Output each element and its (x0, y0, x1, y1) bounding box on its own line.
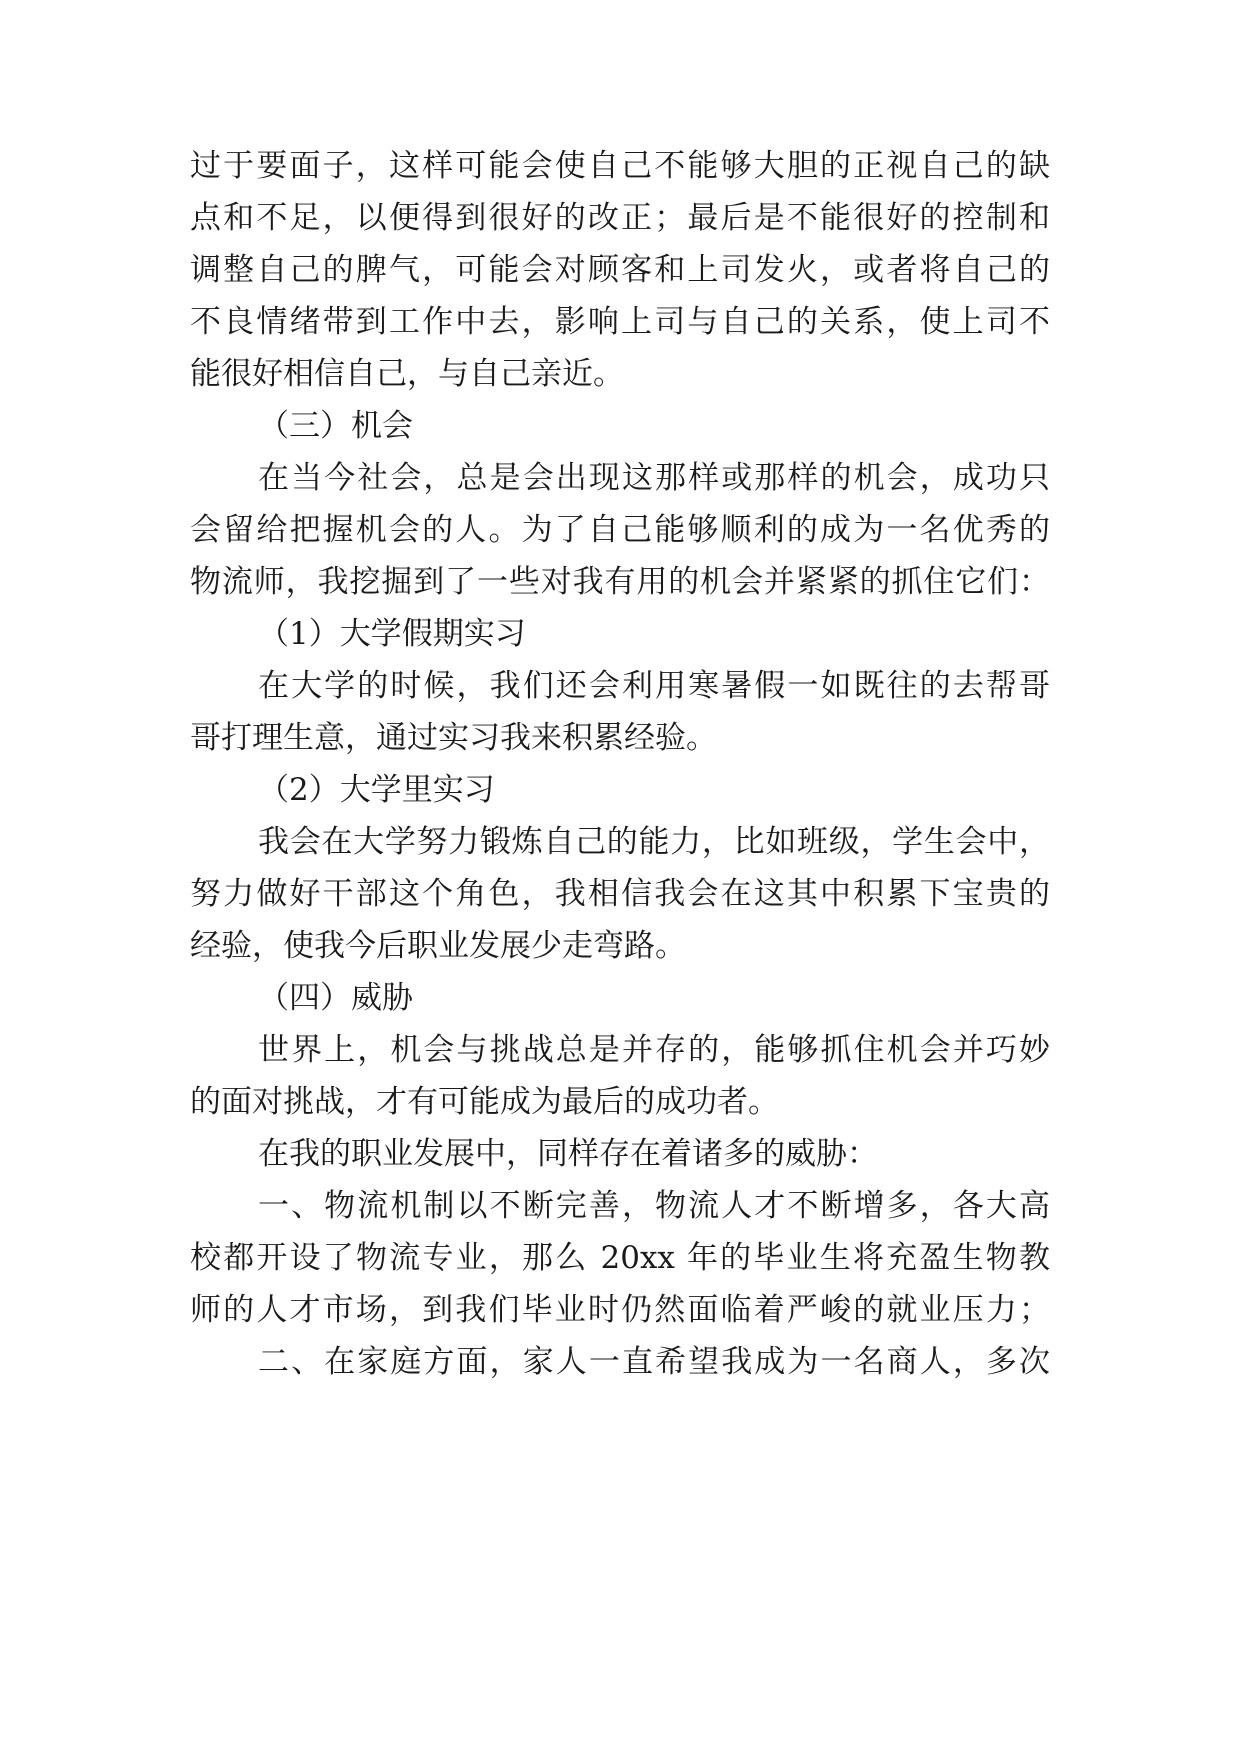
subheading-university-internship: （2）大学里实习 (258, 772, 495, 808)
body-line: 调整自己的脾气，可能会对顾客和上司发火，或者将自己的 (190, 252, 1050, 288)
body-line: 的面对挑战，才有可能成为最后的成功者。 (190, 1084, 779, 1120)
section-heading-opportunities: （三）机会 (258, 408, 413, 444)
body-line: 点和不足，以便得到很好的改正；最后是不能很好的控制和 (190, 200, 1050, 236)
body-line: 能很好相信自己，与自己亲近。 (190, 356, 624, 392)
body-line: 师的人才市场，到我们毕业时仍然面临着严峻的就业压力； (190, 1292, 1050, 1328)
body-line: 哥打理生意，通过实习我来积累经验。 (190, 720, 717, 756)
subheading-vacation-internship: （1）大学假期实习 (258, 616, 526, 652)
body-line: 不良情绪带到工作中去，影响上司与自己的关系，使上司不 (190, 304, 1050, 340)
body-line: 过于要面子，这样可能会使自己不能够大胆的正视自己的缺 (190, 148, 1050, 184)
body-line: 校都开设了物流专业，那么 20xx 年的毕业生将充盈生物教 (190, 1240, 1050, 1276)
paragraph-first-line: 世界上，机会与挑战总是并存的，能够抓住机会并巧妙 (258, 1032, 1050, 1068)
body-line: 会留给把握机会的人。为了自己能够顺利的成为一名优秀的 (190, 512, 1050, 548)
body-line: 物流师，我挖掘到了一些对我有用的机会并紧紧的抓住它们： (190, 564, 1050, 600)
paragraph-first-line: 二、在家庭方面，家人一直希望我成为一名商人，多次 (258, 1344, 1050, 1380)
body-line: 努力做好干部这个角色，我相信我会在这其中积累下宝贵的 (190, 876, 1050, 912)
paragraph-first-line: 在大学的时候，我们还会利用寒暑假一如既往的去帮哥 (258, 668, 1050, 704)
paragraph-first-line: 我会在大学努力锻炼自己的能力，比如班级，学生会中， (258, 824, 1050, 860)
paragraph-first-line: 在当今社会，总是会出现这那样或那样的机会，成功只 (258, 460, 1050, 496)
paragraph-first-line: 一、物流机制以不断完善，物流人才不断增多，各大高 (258, 1188, 1050, 1224)
section-heading-threats: （四）威胁 (258, 980, 413, 1016)
body-line: 经验，使我今后职业发展少走弯路。 (190, 928, 686, 964)
paragraph-first-line: 在我的职业发展中，同样存在着诸多的威胁： (258, 1136, 878, 1172)
